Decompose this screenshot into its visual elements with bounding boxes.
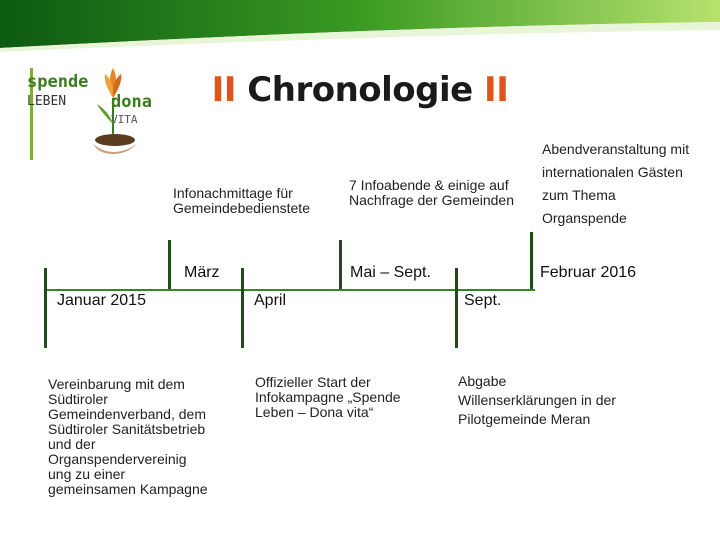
event-infonachmittage: Infonachmittage für Gemeindebedienstete	[173, 185, 310, 216]
tick-mai-sept	[339, 240, 342, 289]
event-abgabe: Abgabe Willenserklärungen in der Pilotgemeinde Meran	[458, 373, 616, 427]
date-label-mai-sept: Mai – Sept.	[350, 264, 431, 281]
logo-spende-text: spende	[27, 72, 89, 92]
title-bars-right: II	[484, 70, 509, 110]
event-infoabende: 7 Infoabende & einige auf Nachfrage der Gemeinden	[349, 177, 514, 208]
tick-januar	[44, 268, 47, 348]
title-text: Chronologie	[247, 70, 473, 110]
logo-leben-text: LEBEN	[27, 94, 67, 109]
date-label-januar: Januar 2015	[57, 292, 146, 309]
event-vereinbarung: Vereinbarung mit dem Südtiroler Gemeindenverband, dem Südtiroler Sanitätsbetrieb und der Organspendervereinig ung zu einer gemeinsamen Kampagne	[48, 376, 208, 497]
date-label-februar: Februar 2016	[540, 264, 637, 281]
logo-vita-text: VITA	[111, 113, 138, 126]
event-offizieller-start: Offizieller Start der Infokampagne „Spende Leben – Dona vita“	[255, 374, 401, 420]
logo-dona-text: dona	[111, 92, 152, 112]
header-band	[0, 0, 720, 52]
tick-sept	[455, 268, 458, 348]
date-label-maerz: März	[184, 264, 220, 281]
tick-maerz	[168, 240, 171, 289]
page-title	[0, 70, 720, 110]
date-label-sept: Sept.	[464, 292, 502, 309]
timeline-axis	[45, 289, 535, 291]
tick-februar	[530, 232, 533, 289]
tick-april	[241, 268, 244, 348]
title-bars-left: II	[211, 70, 236, 110]
date-label-april: April	[254, 292, 287, 309]
event-abendveranstaltung: Abendveranstaltung mit internationalen Gästen zum Thema Organspende	[542, 141, 690, 226]
